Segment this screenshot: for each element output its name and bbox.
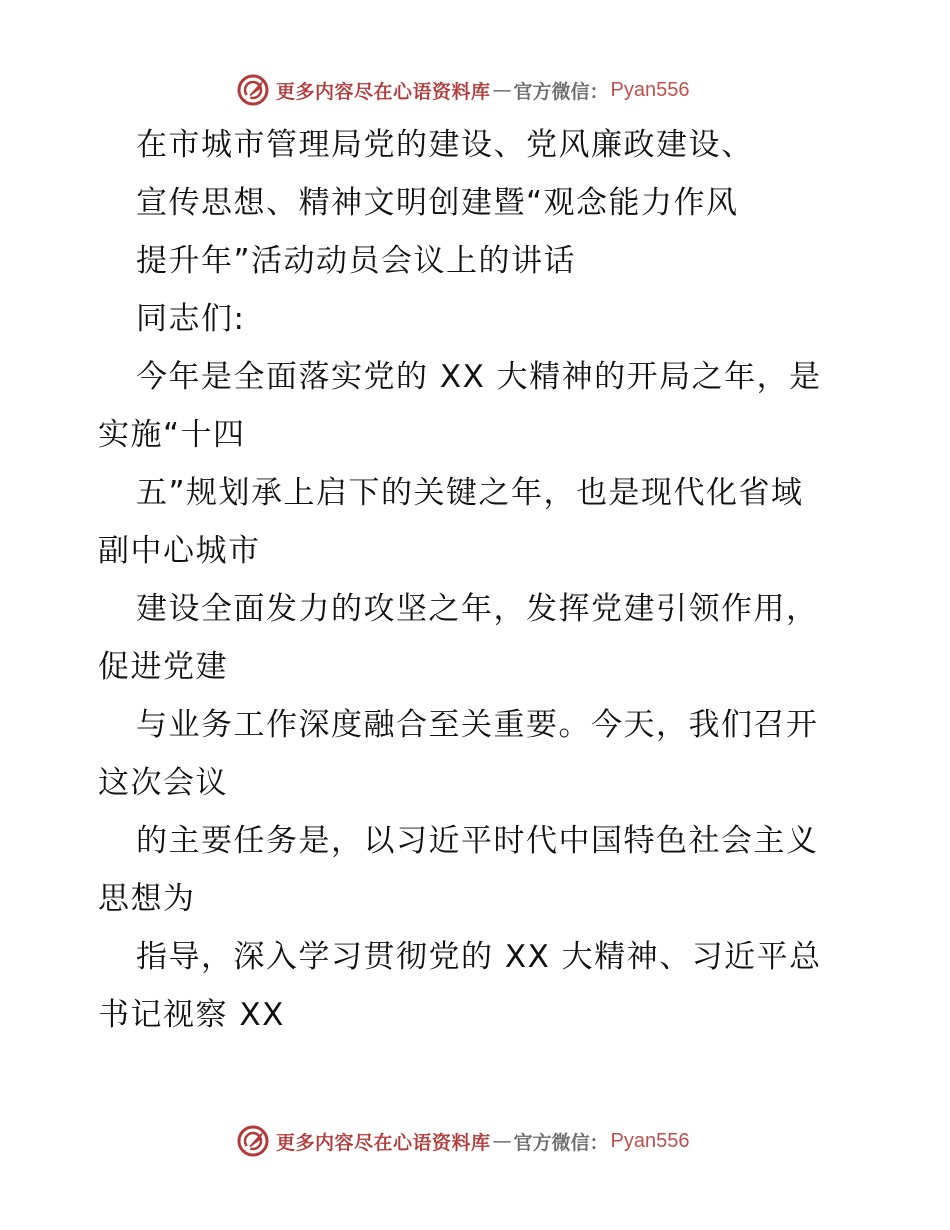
watermark-text: 更多内容尽在心语资料库 — [276, 1131, 491, 1154]
text-line: 宣传思想、精神文明创建暨“观念能力作风 — [136, 185, 739, 221]
text-line: 指导，深入学习贯彻党的 XX 大精神、习近平总 — [136, 939, 822, 975]
watermark-id: Pyan556 — [610, 78, 690, 101]
text-line: 副中心城市 — [98, 533, 261, 569]
text-line: 的主要任务是，以习近平时代中国特色社会主义 — [136, 823, 819, 859]
header-watermark — [236, 73, 690, 107]
text-line: 建设全面发力的攻坚之年，发挥党建引领作用， — [136, 591, 819, 627]
watermark-separator: — — [492, 79, 512, 101]
text-line: 今年是全面落实党的 XX 大精神的开局之年，是 — [136, 359, 822, 395]
footer-watermark — [236, 1124, 690, 1158]
watermark-separator: — — [492, 1130, 512, 1152]
text-line: 实施“十四 — [98, 417, 246, 453]
text-line: 书记视察 XX — [98, 997, 285, 1033]
text-line: 思想为 — [98, 881, 196, 917]
text-line: 同志们: — [136, 301, 246, 337]
text-line: 与业务工作深度融合至关重要。今天，我们召开 — [136, 707, 819, 743]
watermark-official-label: 官方微信： — [513, 80, 609, 103]
watermark-official-label: 官方微信： — [513, 1131, 609, 1154]
quill-logo-icon — [236, 73, 270, 107]
document-body — [98, 116, 858, 1044]
text-line: 五”规划承上启下的关键之年，也是现代化省域 — [136, 475, 804, 511]
text-line: 促进党建 — [98, 649, 228, 685]
text-line: 这次会议 — [98, 765, 228, 801]
quill-logo-icon — [236, 1124, 270, 1158]
watermark-id: Pyan556 — [610, 1129, 690, 1152]
text-line: 在市城市管理局党的建设、党风廉政建设、 — [136, 127, 754, 163]
text-line: 提升年”活动动员会议上的讲话 — [136, 243, 577, 279]
watermark-text: 更多内容尽在心语资料库 — [276, 80, 491, 103]
